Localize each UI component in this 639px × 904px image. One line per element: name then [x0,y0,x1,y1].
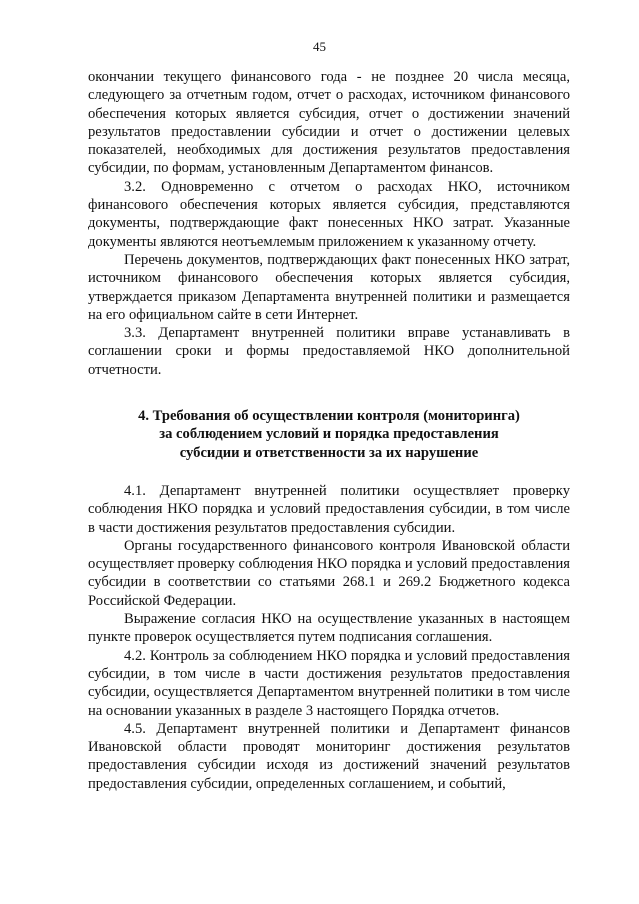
paragraph-financial-control: Органы государственного финансового контроля Ивановской области осуществляет проверку соблюдения НКО порядка и условий предоставления субсидии в соответствии со статьями 268.1 и 269.2 Бюджетного кодекса Российской Федерации. [88,537,570,609]
page-number: 45 [313,39,326,54]
paragraph-4-5: 4.5. Департамент внутренней политики и Департамент финансов Ивановской области проводят мониторинг достижения результатов предоставления субсидии исходя из достижений значений результатов предоставления субсидии, определенных соглашением, и событий, [88,720,570,792]
paragraph-4-2: 4.2. Контроль за соблюдением НКО порядка и условий предоставления субсидии, в том числе в части достижения результатов предоставления субсидии, осуществляется Департаментом внутренней политики в том числе на основании указанных в разделе 3 настоящего Порядка отчетов. [88,647,570,719]
section-heading [88,407,570,462]
paragraph-document-list: Перечень документов, подтверждающих факт понесенных НКО затрат, источником финансового обеспечения которых является субсидия, утверждается приказом Департамента внутренней политики и размещается на его официальном сайте в сети Интернет. [88,251,570,323]
paragraph-3-3: 3.3. Департамент внутренней политики вправе устанавливать в соглашении сроки и формы предоставляемой НКО дополнительной отчетности. [88,325,570,378]
paragraph-4-1: 4.1. Департамент внутренней политики осуществляет проверку соблюдения НКО порядка и условий предоставления субсидии, в том числе в части достижения результатов предоставления субсидии. [88,482,570,536]
paragraph-3-2: 3.2. Одновременно с отчетом о расходах НКО, источником финансового обеспечения которых является субсидия, представляются документы, подтверждающие факт понесенных НКО затрат. Указанные документы являются неотъемлемым приложением к указанному отчету. [88,178,570,250]
section-heading-line: 4. Требования об осуществлении контроля (мониторинга) [138,408,520,425]
paragraph-continuation: окончании текущего финансового года - не позднее 20 числа месяца, следующего за отчетным годом, отчет о расходах, источником финансового обеспечения которых является субсидия, отчет о достижении значений результатов предоставлении субсидии и отчет о достижении целевых показателей, необходимых для достижения результатов предоставления субсидии, по формам, установленным Департаментом финансов. [88,69,570,177]
section-heading-line: субсидии и ответственности за их нарушение [179,444,479,461]
paragraph-consent: Выражение согласия НКО на осуществление указанных в настоящем пункте проверок осуществляется путем подписания соглашения. [88,611,570,646]
document-body [88,68,570,793]
section-heading-line: за соблюдением условий и порядка предоставления [159,426,499,443]
